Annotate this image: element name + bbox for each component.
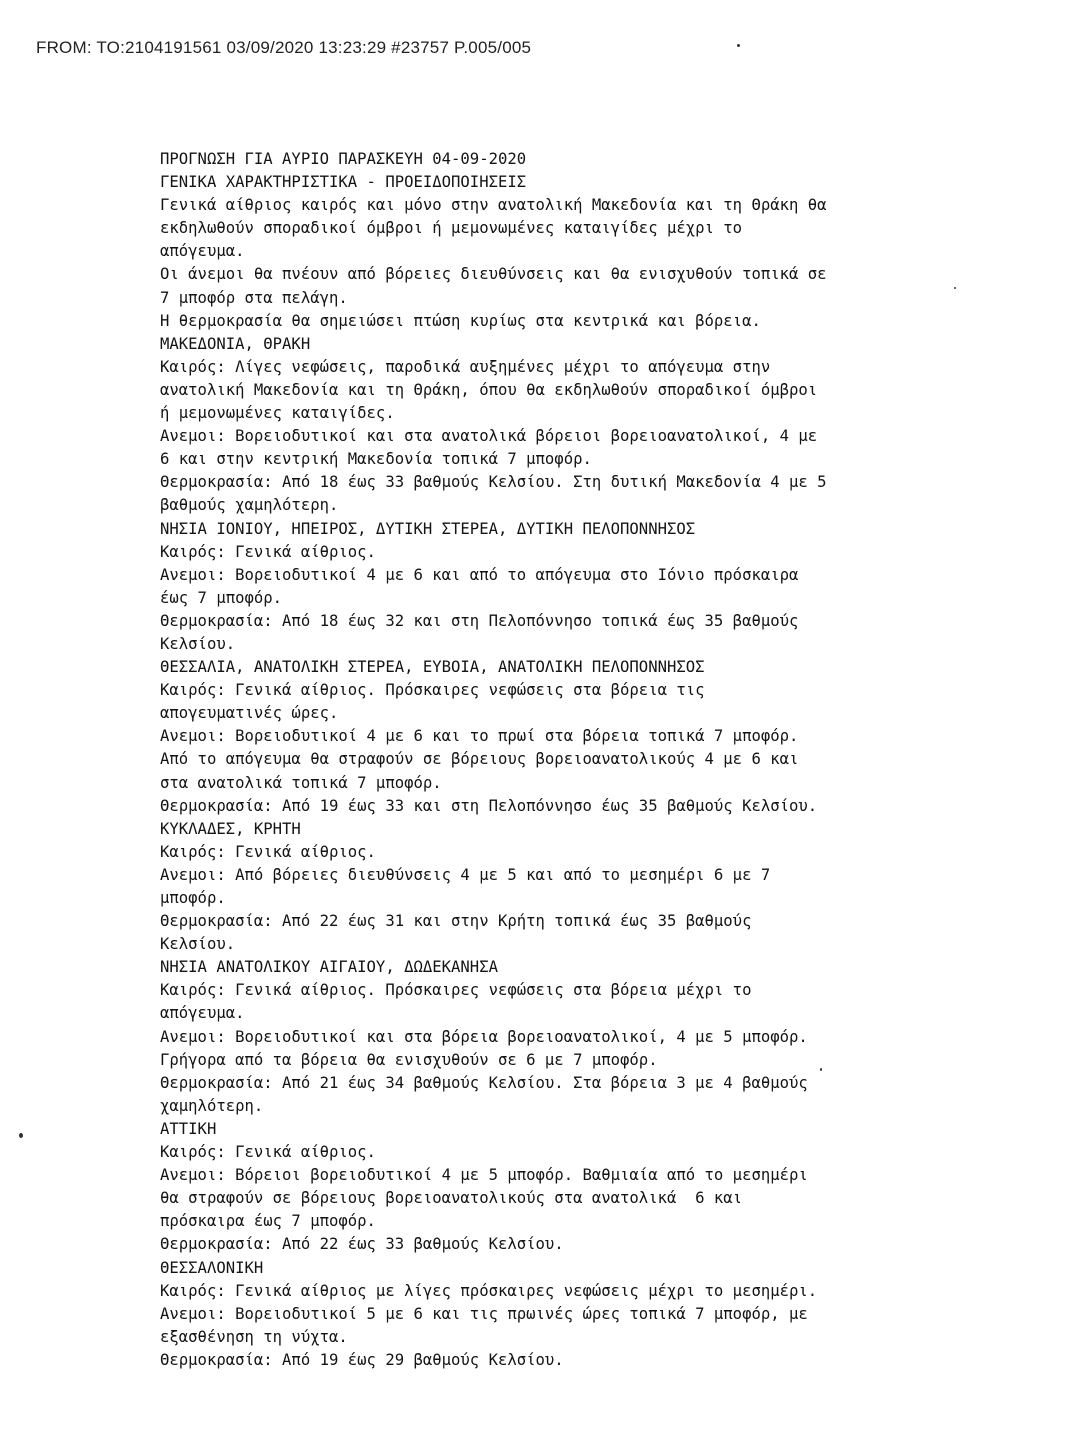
text-line: Καιρός: Γενικά αίθριος.	[160, 842, 376, 861]
forecast-document	[160, 148, 960, 1372]
text-line: Κελσίου.	[160, 935, 236, 954]
text-line: Θερμοκρασία: Από 18 έως 32 και στη Πελοπόννησο τοπικά έως 35 βαθμούς	[160, 611, 799, 630]
text-line: Κελσίου.	[160, 634, 236, 653]
text-line: Θερμοκρασία: Από 18 έως 33 βαθμούς Κελσίου. Στη δυτική Μακεδονία 4 με 5	[160, 473, 827, 492]
text-line: Γρήγορα από τα βόρεια θα ενισχυθούν σε 6 με 7 μποφόρ.	[160, 1050, 658, 1069]
text-line: Από το απόγευμα θα στραφούν σε βόρειους βορειοανατολικούς 4 με 6 και	[160, 750, 799, 769]
text-line: ΚΥΚΛΑΔΕΣ, ΚΡΗΤΗ	[160, 819, 301, 838]
text-line: χαμηλότερη.	[160, 1096, 264, 1115]
text-line: ΑΤΤΙΚΗ	[160, 1119, 217, 1138]
text-line: Καιρός: Λίγες νεφώσεις, παροδικά αυξημένες μέχρι το απόγευμα στην	[160, 357, 771, 376]
text-line: Θερμοκρασία: Από 19 έως 33 και στη Πελοπόννησο έως 35 βαθμούς Κελσίου.	[160, 796, 818, 815]
text-line: Θερμοκρασία: Από 19 έως 29 βαθμούς Κελσίου.	[160, 1350, 564, 1369]
text-line: ΝΗΣΙΑ ΑΝΑΤΟΛΙΚΟΥ ΑΙΓΑΙΟΥ, ΔΩΔΕΚΑΝΗΣΑ	[160, 958, 498, 977]
text-line: έως 7 μποφόρ.	[160, 588, 283, 607]
text-line: ΝΗΣΙΑ ΙΟΝΙΟΥ, ΗΠΕΙΡΟΣ, ΔΥΤΙΚΗ ΣΤΕΡΕΑ, ΔΥΤΙΚΗ ΠΕΛΟΠΟΝΝΗΣΟΣ	[160, 519, 696, 538]
text-line: απόγευμα.	[160, 242, 245, 261]
text-line: ΠΡΟΓΝΩΣΗ ΓΙΑ ΑΥΡΙΟ ΠΑΡΑΣΚΕΥΗ 04-09-2020	[160, 150, 527, 168]
scan-speck	[19, 1133, 23, 1138]
fax-transmission-header: FROM: TO:2104191561 03/09/2020 13:23:29 #23757 P.005/005	[36, 38, 532, 57]
text-line: θα στραφούν σε βόρειους βορειοανατολικούς στα ανατολικά 6 και	[160, 1189, 743, 1208]
text-line: 7 μποφόρ στα πελάγη.	[160, 288, 348, 307]
text-line: Καιρός: Γενικά αίθριος. Πρόσκαιρες νεφώσεις στα βόρεια τις	[160, 681, 705, 700]
text-line: Ανεμοι: Βορειοδυτικοί και στα βόρεια βορειοανατολικοί, 4 με 5 μποφόρ.	[160, 1027, 808, 1046]
text-line: ανατολική Μακεδονία και τη Θράκη, όπου θα εκδηλωθούν σποραδικοί όμβροι	[160, 380, 818, 399]
text-line: Οι άνεμοι θα πνέουν από βόρειες διευθύνσεις και θα ενισχυθούν τοπικά σε	[160, 265, 827, 284]
text-line: 6 και στην κεντρική Μακεδονία τοπικά 7 μποφόρ.	[160, 450, 592, 469]
text-line: Ανεμοι: Βορειοδυτικοί και στα ανατολικά βόρειοι βορειοανατολικοί, 4 με	[160, 427, 818, 446]
text-line: ΘΕΣΣΑΛΟΝΙΚΗ	[160, 1258, 264, 1277]
scan-speck	[737, 44, 740, 47]
text-line: Καιρός: Γενικά αίθριος. Πρόσκαιρες νεφώσεις στα βόρεια μέχρι το	[160, 981, 752, 1000]
text-line: Ανεμοι: Από βόρειες διευθύνσεις 4 με 5 και από το μεσημέρι 6 με 7	[160, 865, 771, 884]
text-line: ΜΑΚΕΔΟΝΙΑ, ΘΡΑΚΗ	[160, 334, 311, 353]
text-line: μποφόρ.	[160, 889, 226, 907]
text-line: Ανεμοι: Βορειοδυτικοί 4 με 6 και το πρωί στα βόρεια τοπικά 7 μποφόρ.	[160, 727, 799, 746]
text-line: Θερμοκρασία: Από 21 έως 34 βαθμούς Κελσίου. Στα βόρεια 3 με 4 βαθμούς	[160, 1073, 808, 1092]
text-line: απογευματινές ώρες.	[160, 704, 339, 723]
text-line: Γενικά αίθριος καιρός και μόνο στην ανατολική Μακεδονία και τη Θράκη θα	[160, 196, 827, 215]
text-line: Καιρός: Γενικά αίθριος.	[160, 1143, 376, 1162]
text-line: εξασθένηση τη νύχτα.	[160, 1327, 348, 1346]
text-line: Καιρός: Γενικά αίθριος με λίγες πρόσκαιρες νεφώσεις μέχρι το μεσημέρι.	[160, 1281, 818, 1300]
text-line: απόγευμα.	[160, 1004, 245, 1023]
text-line: βαθμούς χαμηλότερη.	[160, 496, 339, 515]
text-line: στα ανατολικά τοπικά 7 μποφόρ.	[160, 773, 442, 792]
text-line: Ανεμοι: Βόρειοι βορειοδυτικοί 4 με 5 μποφόρ. Βαθμιαία από το μεσημέρι	[160, 1166, 808, 1185]
text-line: ΘΕΣΣΑΛΙΑ, ΑΝΑΤΟΛΙΚΗ ΣΤΕΡΕΑ, ΕΥΒΟΙΑ, ΑΝΑΤΟΛΙΚΗ ΠΕΛΟΠΟΝΝΗΣΟΣ	[160, 658, 705, 677]
text-line: Θερμοκρασία: Από 22 έως 31 και στην Κρήτη τοπικά έως 35 βαθμούς	[160, 912, 752, 931]
text-line: ΓΕΝΙΚΑ ΧΑΡΑΚΤΗΡΙΣΤΙΚΑ - ΠΡΟΕΙΔΟΠΟΙΗΣΕΙΣ	[160, 173, 527, 192]
text-line: Ανεμοι: Βορειοδυτικοί 4 με 6 και από το απόγευμα στο Ιόνιο πρόσκαιρα	[160, 565, 799, 584]
text-line: ή μεμονωμένες καταιγίδες.	[160, 404, 395, 423]
scan-speck	[820, 1068, 822, 1071]
text-line: πρόσκαιρα έως 7 μποφόρ.	[160, 1212, 376, 1231]
text-line: εκδηλωθούν σποραδικοί όμβροι ή μεμονωμένες καταιγίδες μέχρι το	[160, 219, 743, 238]
scan-speck	[954, 287, 956, 289]
text-line: Η θερμοκρασία θα σημειώσει πτώση κυρίως στα κεντρικά και βόρεια.	[160, 311, 761, 330]
text-line: Θερμοκρασία: Από 22 έως 33 βαθμούς Κελσίου.	[160, 1235, 564, 1254]
text-line: Ανεμοι: Βορειοδυτικοί 5 με 6 και τις πρωινές ώρες τοπικά 7 μποφόρ, με	[160, 1304, 808, 1323]
text-line: Καιρός: Γενικά αίθριος.	[160, 542, 376, 561]
